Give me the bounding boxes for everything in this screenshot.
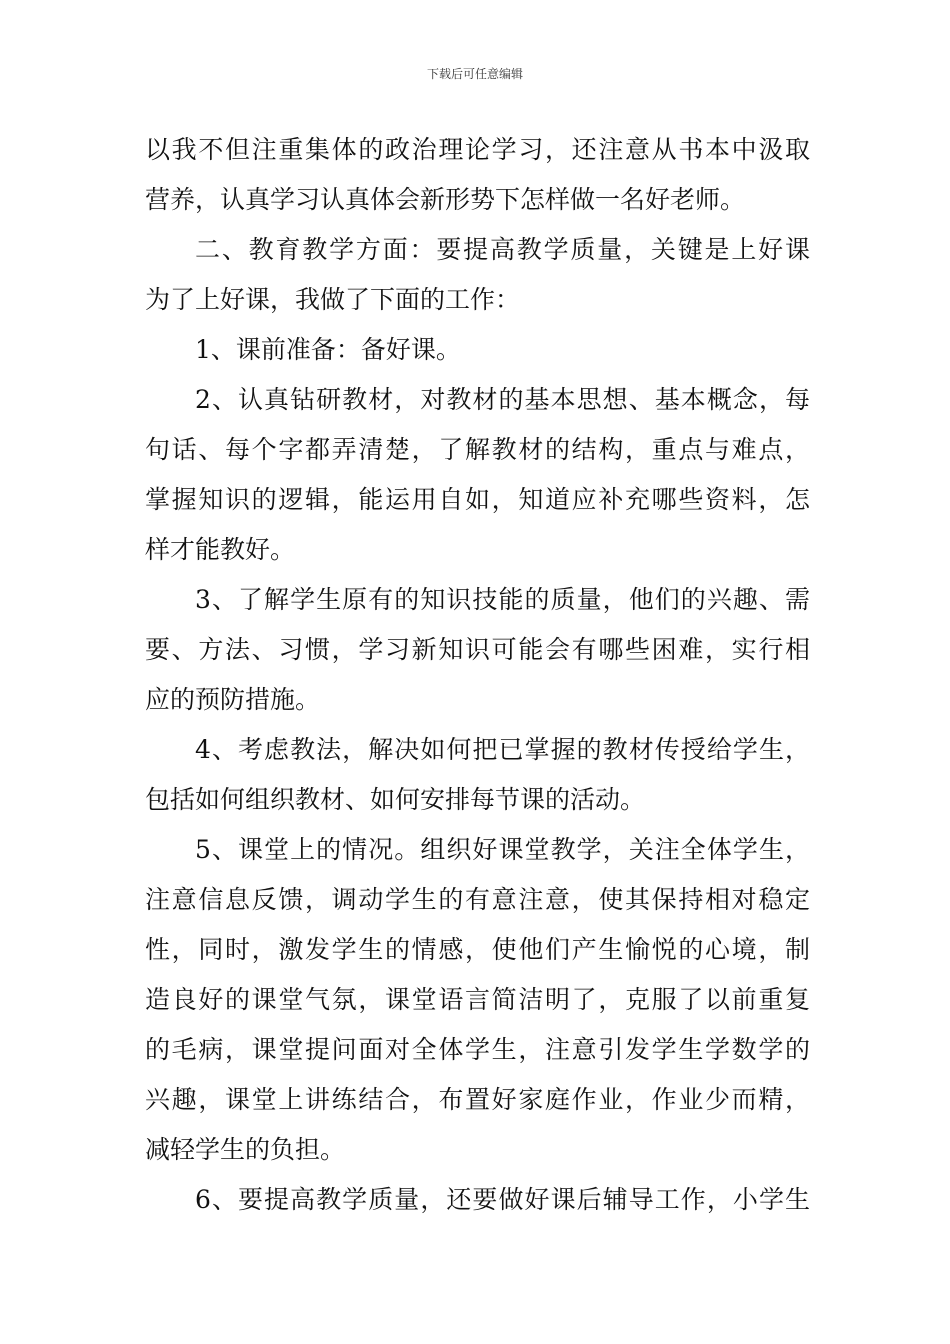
text-line: 1、课前准备：备好课。 bbox=[195, 335, 461, 364]
page-header: 下载后可任意编辑 bbox=[426, 67, 523, 81]
text-line: 二、教育教学方面：要提高教学质量，关键是上好课 bbox=[195, 235, 810, 264]
text-line: 减轻学生的负担。 bbox=[145, 1135, 346, 1164]
document-body bbox=[145, 125, 810, 1225]
text-line: 以我不但注重集体的政治理论学习，还注意从书本中汲取 bbox=[145, 135, 810, 164]
text-line: 性，同时，激发学生的情感，使他们产生愉悦的心境，制 bbox=[145, 935, 810, 964]
text-line: 5、课堂上的情况。组织好课堂教学，关注全体学生， bbox=[195, 835, 810, 864]
text-line: 兴趣，课堂上讲练结合，布置好家庭作业，作业少而精， bbox=[145, 1085, 810, 1114]
text-line: 4、考虑教法，解决如何把已掌握的教材传授给学生， bbox=[195, 735, 810, 764]
text-line: 句话、每个字都弄清楚，了解教材的结构，重点与难点， bbox=[145, 435, 810, 464]
text-line: 包括如何组织教材、如何安排每节课的活动。 bbox=[145, 785, 646, 814]
text-line: 要、方法、习惯，学习新知识可能会有哪些困难，实行相 bbox=[145, 635, 810, 664]
text-line: 注意信息反馈，调动学生的有意注意，使其保持相对稳定 bbox=[145, 885, 810, 914]
text-line: 应的预防措施。 bbox=[145, 685, 321, 714]
text-line: 3、了解学生原有的知识技能的质量，他们的兴趣、需 bbox=[195, 585, 810, 614]
text-line: 营养，认真学习认真体会新形势下怎样做一名好老师。 bbox=[145, 185, 746, 214]
text-line: 造良好的课堂气氛，课堂语言简洁明了，克服了以前重复 bbox=[145, 985, 810, 1014]
text-line: 样才能教好。 bbox=[145, 535, 296, 564]
text-line: 为了上好课，我做了下面的工作： bbox=[145, 285, 521, 314]
text-line: 的毛病，课堂提问面对全体学生，注意引发学生学数学的 bbox=[145, 1035, 810, 1064]
text-line: 6、要提高教学质量，还要做好课后辅导工作，小学生 bbox=[195, 1185, 810, 1214]
text-line: 2、认真钻研教材，对教材的基本思想、基本概念，每 bbox=[195, 385, 810, 414]
text-line: 掌握知识的逻辑，能运用自如，知道应补充哪些资料，怎 bbox=[145, 485, 810, 514]
